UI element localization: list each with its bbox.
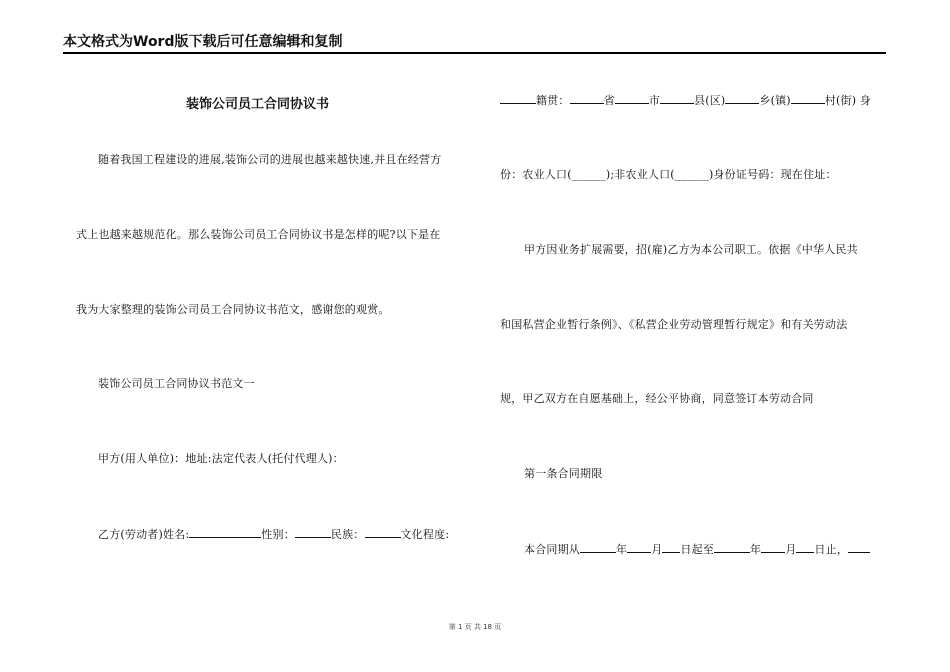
blank-line: [295, 527, 331, 538]
party-b-education-label: 文化程度:: [400, 528, 450, 541]
period-year-label: 年: [616, 543, 628, 556]
village-label: 村(街) 身: [824, 94, 872, 107]
clause-heading: 第一条合同期限: [524, 467, 603, 480]
blank-line: [796, 542, 814, 553]
page-footer: 第 1 页 共 18 页: [448, 623, 502, 631]
blank-line: [662, 542, 680, 553]
blank-line: [500, 93, 536, 104]
province-label: 省: [603, 94, 615, 107]
party-b-line: [98, 527, 449, 542]
period-month-label: 月: [651, 543, 663, 556]
blank-line: [714, 542, 750, 553]
period-year2-label: 年: [750, 543, 762, 556]
contract-period-line: [524, 542, 870, 557]
document-title: 装饰公司员工合同协议书: [186, 97, 330, 112]
city-label: 市: [648, 94, 661, 107]
town-label: 乡(镇): [759, 94, 791, 107]
origin-label: 籍贯：: [536, 94, 570, 107]
paragraph-line: 和国私营企业暂行条例》、《私营企业劳动管理暂行规定》和有关劳动法: [500, 318, 848, 331]
party-a-line: 甲方(用人单位)：地址:法定代表人(托付代理人)：: [98, 452, 344, 465]
period-month2-label: 月: [785, 543, 797, 556]
blank-line: [580, 542, 616, 553]
county-label: 县(区): [694, 94, 726, 107]
blank-line: [570, 93, 604, 104]
section-heading: 装饰公司员工合同协议书范文一: [98, 377, 255, 390]
period-to-label: 日止，: [814, 543, 849, 556]
blank-line: [791, 93, 825, 104]
blank-line: [189, 527, 261, 538]
paragraph-line: 规，甲乙双方在自愿基础上，经公平协商，同意签订本劳动合同: [500, 392, 814, 405]
party-b-gender-label: 性别：: [261, 528, 295, 541]
blank-line: [848, 542, 870, 553]
page-header: [63, 34, 886, 54]
blank-line: [725, 93, 759, 104]
native-place-line: [500, 93, 871, 108]
paragraph-line: 式上也越来越规范化。那么装饰公司员工合同协议书是怎样的呢?以下是在: [76, 228, 441, 241]
paragraph-line: 随着我国工程建设的进展,装饰公司的进展也越来越快速,并且在经营方: [98, 153, 442, 166]
party-b-name-label: 乙方(劳动者)姓名:: [98, 528, 190, 541]
identity-line: 份：农业人口(______);非农业人口(______)身份证号码：现在住址：: [500, 168, 837, 181]
period-prefix: 本合同期从: [524, 543, 580, 556]
blank-line: [761, 542, 785, 553]
blank-line: [627, 542, 651, 553]
party-b-ethnic-label: 民族：: [330, 528, 365, 541]
blank-line: [660, 93, 694, 104]
blank-line: [615, 93, 649, 104]
paragraph-line: 甲方因业务扩展需要，招(雇)乙方为本公司职工。依据《中华人民共: [524, 243, 858, 256]
period-from-label: 日起至: [680, 543, 715, 556]
paragraph-line: 我为大家整理的装饰公司员工合同协议书范文，感谢您的观赏。: [76, 303, 390, 316]
blank-line: [365, 527, 401, 538]
header-text: 本文格式为Word版下载后可任意编辑和复制: [63, 34, 343, 50]
